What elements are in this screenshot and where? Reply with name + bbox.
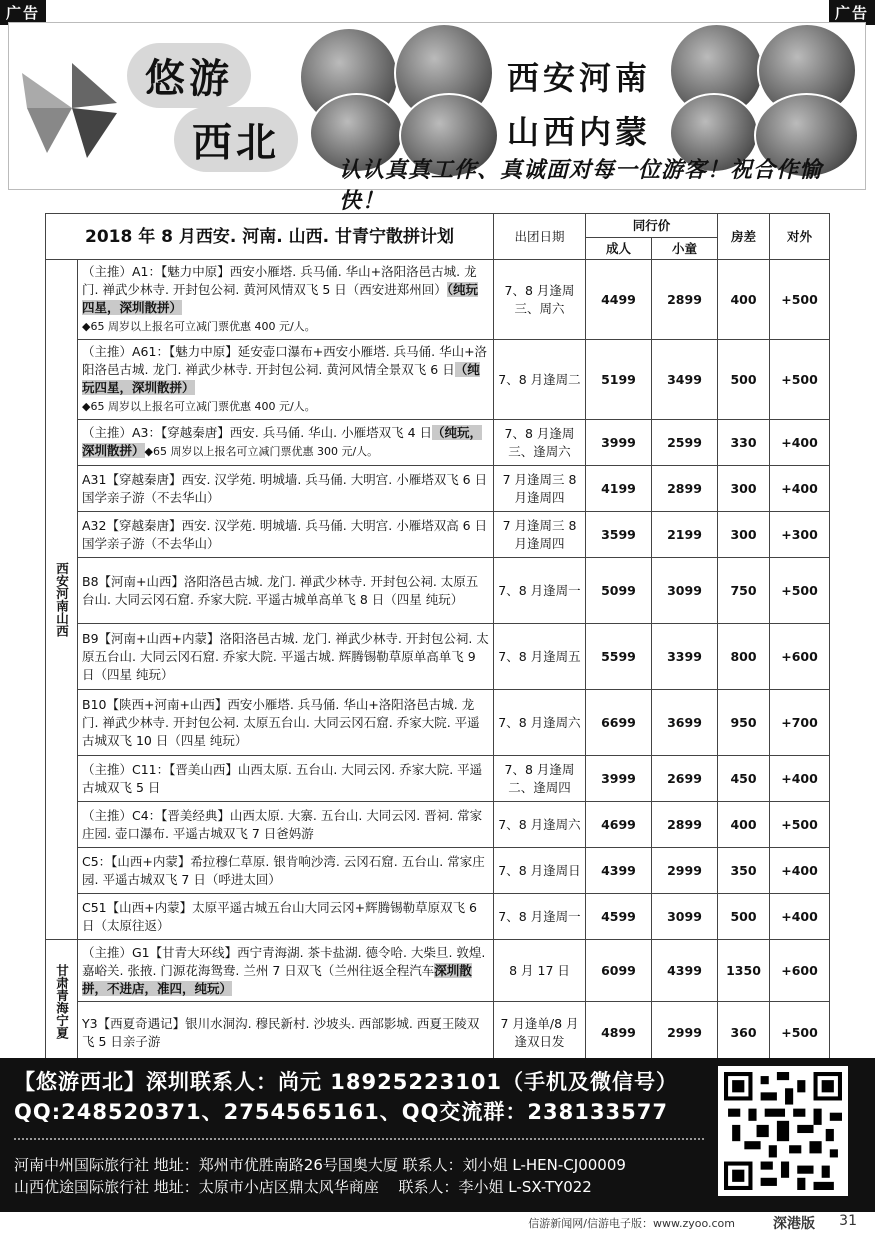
room-difference: 800 bbox=[718, 624, 770, 690]
route-description bbox=[78, 1002, 494, 1064]
public-price: +400 bbox=[770, 756, 830, 802]
departure-date: 7、8 月逢周六 bbox=[494, 690, 586, 756]
route-text: A32【穿越秦唐】西安. 汉学苑. 明城墙. 兵马俑. 大明宫. 小雁塔双高 6 日国学亲子游（不去华山） bbox=[82, 517, 488, 551]
public-price: +400 bbox=[770, 466, 830, 512]
child-price: 2899 bbox=[652, 466, 718, 512]
ad-label-right: 广告 bbox=[829, 0, 875, 25]
region-line1: 西安河南 bbox=[507, 59, 652, 97]
child-price: 3699 bbox=[652, 690, 718, 756]
route-description bbox=[78, 340, 494, 420]
room-difference: 400 bbox=[718, 802, 770, 848]
departure-date: 7、8 月逢周一 bbox=[494, 894, 586, 940]
brand-line2: 西北 bbox=[174, 107, 298, 172]
brand-line1: 悠游 bbox=[127, 43, 251, 108]
page-footer-strip bbox=[0, 1212, 875, 1230]
adult-price: 4199 bbox=[586, 466, 652, 512]
table-row bbox=[46, 466, 830, 512]
adult-price: 4599 bbox=[586, 894, 652, 940]
departure-date: 7、8 月逢周三、逢周六 bbox=[494, 420, 586, 466]
departure-date: 7、8 月逢周二、逢周四 bbox=[494, 756, 586, 802]
child-price: 2699 bbox=[652, 756, 718, 802]
room-difference: 1350 bbox=[718, 940, 770, 1002]
child-price: 3499 bbox=[652, 340, 718, 420]
route-text: （主推）A1：【魅力中原】西安小雁塔. 兵马俑. 华山+洛阳洛邑古城. 龙门. 禅武少林寺. 开封包公祠. 黄河风情双飞 5 日（西安进郑州回） bbox=[82, 264, 477, 297]
qq-line: QQ:248520371、2754565161、QQ交流群：238133577 bbox=[14, 1100, 668, 1124]
table-header-row bbox=[46, 214, 830, 238]
public-price: +700 bbox=[770, 690, 830, 756]
route-description bbox=[78, 894, 494, 940]
route-text: C51【山西+内蒙】太原平遥古城五台山大同云冈+辉腾锡勒草原双飞 6 日（太原往返） bbox=[82, 899, 478, 933]
public-price: +500 bbox=[770, 1002, 830, 1064]
child-price: 2999 bbox=[652, 1002, 718, 1064]
child-price: 4399 bbox=[652, 940, 718, 1002]
logo-icon bbox=[17, 53, 127, 163]
public-price: +500 bbox=[770, 558, 830, 624]
departure-date: 7、8 月逢周三、周六 bbox=[494, 260, 586, 340]
room-difference: 500 bbox=[718, 340, 770, 420]
adult-price: 5599 bbox=[586, 624, 652, 690]
table-row bbox=[46, 558, 830, 624]
route-text: C5：【山西+内蒙】希拉穆仁草原. 银肯响沙湾. 云冈石窟. 五台山. 常家庄园. 平遥古城双飞 7 日（呼进太回） bbox=[82, 853, 485, 887]
col-child: 小童 bbox=[652, 238, 718, 260]
section-label-gansu-qinghai-ningxia: 甘肃青海宁夏 bbox=[46, 940, 78, 1064]
route-description bbox=[78, 558, 494, 624]
route-text: （主推）C4：【晋美经典】山西太原. 大寨. 五台山. 大同云冈. 晋祠. 常家庄园. 壶口瀑布. 平遥古城双飞 7 日爸妈游 bbox=[82, 807, 483, 841]
table-title: 2018 年 8 月西安. 河南. 山西. 甘青宁散拼计划 bbox=[46, 214, 494, 260]
route-note: ◆65 周岁以上报名可立减门票优惠 400 元/人。 bbox=[82, 320, 316, 333]
adult-price: 3999 bbox=[586, 420, 652, 466]
adult-price: 4499 bbox=[586, 260, 652, 340]
child-price: 3099 bbox=[652, 894, 718, 940]
route-description bbox=[78, 802, 494, 848]
public-price: +500 bbox=[770, 260, 830, 340]
adult-price: 6699 bbox=[586, 690, 652, 756]
agency-2: 山西优途国际旅行社 地址：太原市小店区鼎太风华商座 联系人：李小姐 L-SX-TY022 bbox=[14, 1178, 592, 1196]
route-text: （主推）G1【甘青大环线】西宁青海湖. 茶卡盐湖. 德令哈. 大柴旦. 敦煌. 嘉峪关. 张掖. 门源花海鸳鸯. 兰州 7 日双飞（兰州往返全程汽车 bbox=[82, 944, 486, 978]
route-description bbox=[78, 624, 494, 690]
child-price: 2199 bbox=[652, 512, 718, 558]
table-row bbox=[46, 894, 830, 940]
departure-date: 7、8 月逢周五 bbox=[494, 624, 586, 690]
public-price: +300 bbox=[770, 512, 830, 558]
route-text: （主推）A61：【魅力中原】延安壶口瀑布+西安小雁塔. 兵马俑. 华山+洛阳洛邑古城. 龙门. 禅武少林寺. 开封包公祠. 黄河风情全景双飞 6 日 bbox=[82, 344, 488, 377]
route-description bbox=[78, 420, 494, 466]
room-difference: 450 bbox=[718, 756, 770, 802]
page-number: 31 bbox=[839, 1213, 857, 1229]
agency-1: 河南中州国际旅行社 地址：郑州市优胜南路26号国奥大厦 联系人：刘小姐 L-HEN-CJ00009 bbox=[14, 1156, 626, 1174]
public-price: +600 bbox=[770, 624, 830, 690]
public-price: +600 bbox=[770, 940, 830, 1002]
route-description bbox=[78, 260, 494, 340]
col-public: 对外 bbox=[770, 214, 830, 260]
departure-date: 7、8 月逢周二 bbox=[494, 340, 586, 420]
route-description bbox=[78, 848, 494, 894]
departure-date: 7 月逢单/8 月逢双日发 bbox=[494, 1002, 586, 1064]
route-text: Y3【西夏奇遇记】银川水洞沟. 穆民新村. 沙坡头. 西部影城. 西夏王陵双飞 5 日亲子游 bbox=[82, 1015, 480, 1049]
route-text: A31【穿越秦唐】西安. 汉学苑. 明城墙. 兵马俑. 大明宫. 小雁塔双飞 6 日国学亲子游（不去华山） bbox=[82, 471, 488, 505]
col-room: 房差 bbox=[718, 214, 770, 260]
table-row bbox=[46, 802, 830, 848]
room-difference: 750 bbox=[718, 558, 770, 624]
departure-date: 8 月 17 日 bbox=[494, 940, 586, 1002]
adult-price: 6099 bbox=[586, 940, 652, 1002]
edition-label: 深港版 bbox=[773, 1216, 815, 1232]
room-difference: 500 bbox=[718, 894, 770, 940]
table-row bbox=[46, 940, 830, 1002]
table-row bbox=[46, 1002, 830, 1064]
table-row bbox=[46, 512, 830, 558]
room-difference: 330 bbox=[718, 420, 770, 466]
room-difference: 400 bbox=[718, 260, 770, 340]
region-line2: 山西内蒙 bbox=[507, 113, 652, 151]
route-description bbox=[78, 756, 494, 802]
adult-price: 4699 bbox=[586, 802, 652, 848]
departure-date: 7、8 月逢周六 bbox=[494, 802, 586, 848]
slogan: 认认真真工作、真诚面对每一位游客！祝合作愉快！ bbox=[339, 158, 823, 214]
departure-date: 7 月逢周三 8 月逢周四 bbox=[494, 512, 586, 558]
room-difference: 360 bbox=[718, 1002, 770, 1064]
route-text: B10【陕西+河南+山西】西安小雁塔. 兵马俑. 华山+洛阳洛邑古城. 龙门. 禅武少林寺. 开封包公祠. 太原五台山. 大同云冈石窟. 乔家大院. 平遥古城双飞 10 日（四星 纯玩） bbox=[82, 696, 480, 748]
divider bbox=[14, 1138, 704, 1140]
public-price: +500 bbox=[770, 340, 830, 420]
adult-price: 4899 bbox=[586, 1002, 652, 1064]
adult-price: 5099 bbox=[586, 558, 652, 624]
table-row bbox=[46, 624, 830, 690]
qr-code-icon bbox=[718, 1066, 848, 1196]
route-text: B8【河南+山西】洛阳洛邑古城. 龙门. 禅武少林寺. 开封包公祠. 太原五台山. 大同云冈石窟. 乔家大院. 平遥古城单高单飞 8 日（四星 纯玩） bbox=[82, 573, 479, 607]
child-price: 2599 bbox=[652, 420, 718, 466]
room-difference: 950 bbox=[718, 690, 770, 756]
departure-date: 7 月逢周三 8 月逢周四 bbox=[494, 466, 586, 512]
departure-date: 7、8 月逢周日 bbox=[494, 848, 586, 894]
route-text: （主推）A3：【穿越秦唐】西安. 兵马俑. 华山. 小雁塔双飞 4 日 bbox=[82, 425, 432, 440]
adult-price: 3599 bbox=[586, 512, 652, 558]
child-price: 2999 bbox=[652, 848, 718, 894]
route-highlight: （纯玩四星，深圳散拼） bbox=[82, 362, 480, 395]
room-difference: 300 bbox=[718, 512, 770, 558]
table-row bbox=[46, 260, 830, 340]
col-peer-price: 同行价 bbox=[586, 214, 718, 238]
route-note: ◆65 周岁以上报名可立减门票优惠 400 元/人。 bbox=[82, 400, 316, 413]
tour-schedule-table bbox=[45, 213, 830, 1064]
table-row bbox=[46, 756, 830, 802]
child-price: 3099 bbox=[652, 558, 718, 624]
route-highlight: （纯玩四星，深圳散拼） bbox=[82, 282, 479, 315]
route-description bbox=[78, 466, 494, 512]
route-text: B9【河南+山西+内蒙】洛阳洛邑古城. 龙门. 禅武少林寺. 开封包公祠. 太原五台山. 大同云冈石窟. 乔家大院. 平遥古城. 辉腾锡勒草原单高单飞 9 日（四星 纯玩） bbox=[82, 630, 489, 682]
public-price: +500 bbox=[770, 802, 830, 848]
contact-line: 【悠游西北】深圳联系人：尚元 18925223101（手机及微信号） bbox=[14, 1070, 679, 1094]
site-note: 信游新闻网/信游电子版：www.zyoo.com bbox=[528, 1217, 735, 1230]
child-price: 2899 bbox=[652, 802, 718, 848]
route-description bbox=[78, 512, 494, 558]
room-difference: 350 bbox=[718, 848, 770, 894]
adult-price: 5199 bbox=[586, 340, 652, 420]
footer bbox=[0, 1058, 875, 1230]
banner bbox=[8, 22, 866, 214]
table-row bbox=[46, 340, 830, 420]
child-price: 2899 bbox=[652, 260, 718, 340]
room-difference: 300 bbox=[718, 466, 770, 512]
route-description bbox=[78, 690, 494, 756]
ad-label-left: 广告 bbox=[0, 0, 46, 25]
table-row bbox=[46, 690, 830, 756]
route-text: （主推）C11：【晋美山西】山西太原. 五台山. 大同云冈. 乔家大院. 平遥古城双飞 5 日 bbox=[82, 761, 483, 795]
table-row bbox=[46, 420, 830, 466]
col-date: 出团日期 bbox=[494, 214, 586, 260]
col-adult: 成人 bbox=[586, 238, 652, 260]
departure-date: 7、8 月逢周一 bbox=[494, 558, 586, 624]
route-note: ◆65 周岁以上报名可立减门票优惠 300 元/人。 bbox=[144, 445, 379, 458]
route-highlight: （纯玩，深圳散拼） bbox=[82, 425, 483, 458]
adult-price: 4399 bbox=[586, 848, 652, 894]
route-description bbox=[78, 940, 494, 1002]
adult-price: 3999 bbox=[586, 756, 652, 802]
table-row bbox=[46, 848, 830, 894]
child-price: 3399 bbox=[652, 624, 718, 690]
public-price: +400 bbox=[770, 420, 830, 466]
route-highlight: 深圳散拼，不进店，准四，纯玩） bbox=[82, 962, 472, 996]
section-label-xian-henan-shanxi: 西安河南山西 bbox=[46, 260, 78, 940]
public-price: +400 bbox=[770, 848, 830, 894]
public-price: +400 bbox=[770, 894, 830, 940]
